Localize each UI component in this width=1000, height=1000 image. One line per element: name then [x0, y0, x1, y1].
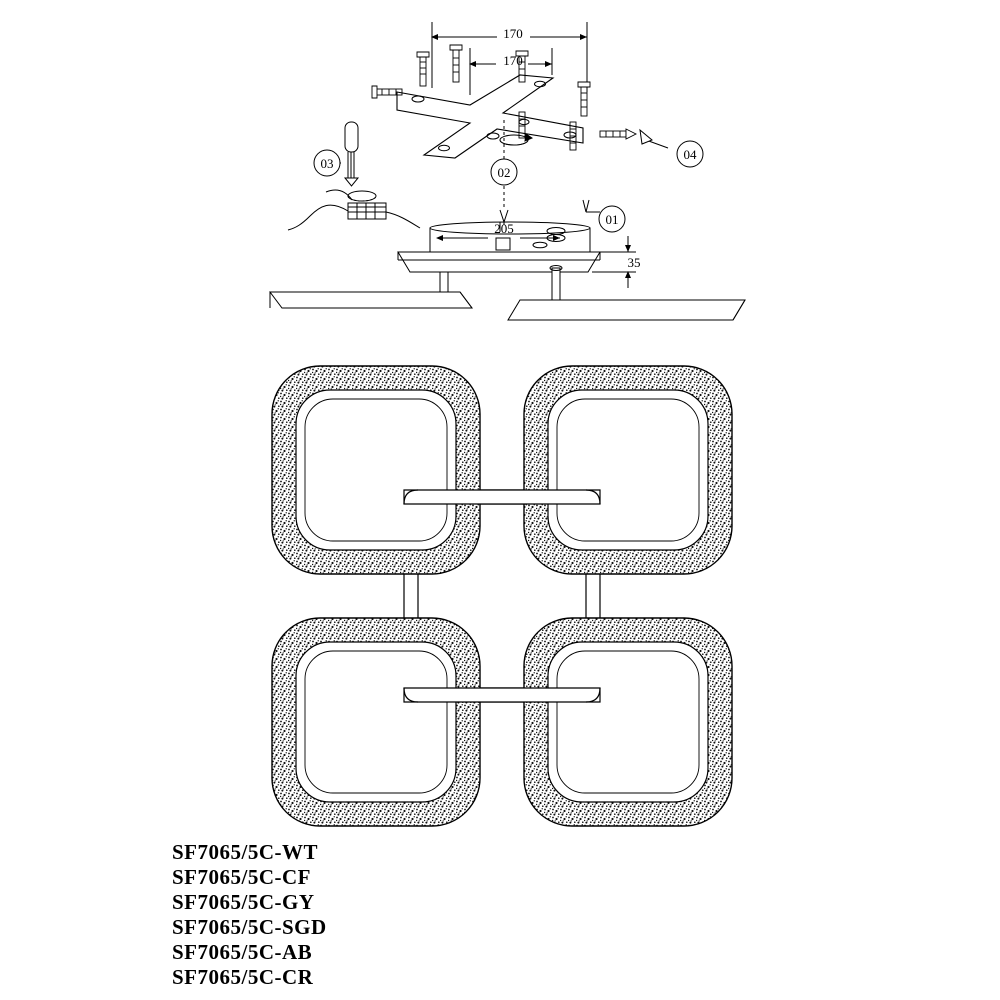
lamp-ring-bottom-right	[524, 618, 732, 826]
model-code-item: SF7065/5C-GY	[172, 890, 315, 914]
screw-right-horizontal	[600, 129, 636, 139]
callout-01-label: 01	[605, 212, 619, 227]
dimension-205-label: 205	[494, 221, 514, 236]
mounting-bracket	[397, 75, 583, 158]
model-code-list	[172, 840, 572, 990]
callout-04-label: 04	[683, 147, 697, 162]
dimension-35-label: 35	[627, 255, 641, 270]
model-code-item: SF7065/5C-CR	[172, 965, 314, 989]
dimension-170-outer-label: 170	[503, 26, 523, 41]
lamp-front-view	[272, 366, 732, 826]
lamp-ring-bottom-left	[272, 618, 480, 826]
lamp-ring-top-left	[272, 366, 480, 574]
screwdriver-tool	[345, 122, 376, 201]
terminal-block	[288, 190, 420, 230]
ceiling-plate-left	[270, 272, 472, 308]
ceiling-plate-right	[508, 266, 745, 321]
model-code-item: SF7065/5C-SGD	[172, 915, 327, 939]
dimension-170-inner-label: 170	[503, 53, 523, 68]
lamp-ring-top-right	[524, 366, 732, 574]
callout-03-label: 03	[320, 156, 334, 171]
model-code-item: SF7065/5C-CF	[172, 865, 311, 889]
model-code-item: SF7065/5C-WT	[172, 840, 319, 864]
model-code-item: SF7065/5C-AB	[172, 940, 313, 964]
callout-02-label: 02	[497, 165, 511, 180]
